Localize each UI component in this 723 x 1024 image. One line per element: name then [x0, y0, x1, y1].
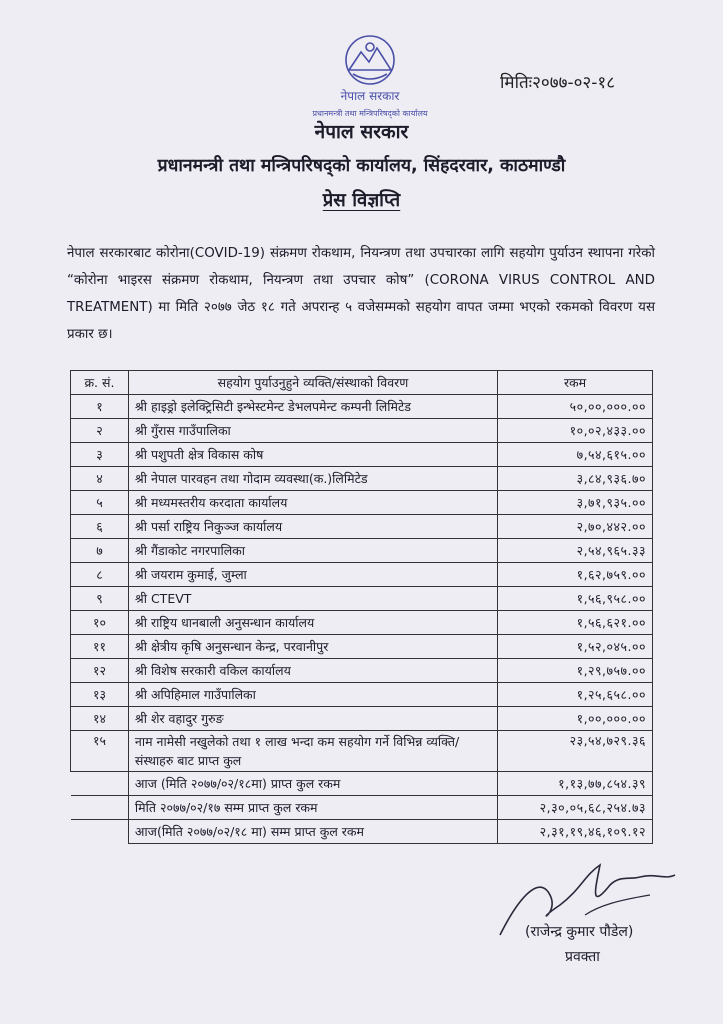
press-release-title	[0, 187, 723, 212]
table-row	[71, 587, 653, 611]
row-serial: ३	[71, 443, 129, 467]
row-description: श्री पशुपती क्षेत्र विकास कोष	[128, 443, 497, 467]
summary-row	[71, 820, 653, 844]
row-serial: १	[71, 395, 129, 419]
row-serial: १२	[71, 659, 129, 683]
row-serial: १५	[71, 731, 129, 772]
row-description: श्री पर्सा राष्ट्रिय निकुञ्ज कार्यालय	[128, 515, 497, 539]
table-row	[71, 539, 653, 563]
row-description: श्री शेर वहादुर गुरुङ	[128, 707, 497, 731]
row-amount: १०,०२,४३३.००	[498, 419, 653, 443]
row-serial: ५	[71, 491, 129, 515]
table-row	[71, 731, 653, 772]
table-row	[71, 443, 653, 467]
seal-text-top: नेपाल सरकार	[340, 89, 400, 103]
row-description: श्री गुँरास गाउँपालिका	[128, 419, 497, 443]
summary-row	[71, 796, 653, 820]
row-description: श्री अपिहिमाल गाउँपालिका	[128, 683, 497, 707]
table-row	[71, 635, 653, 659]
row-serial: ११	[71, 635, 129, 659]
seal-text-bottom: प्रधानमन्त्री तथा मन्त्रिपरिषद्को कार्यालय	[312, 109, 428, 118]
press-release-title-text: प्रेस विज्ञप्ति	[322, 190, 401, 211]
row-serial: ४	[71, 467, 129, 491]
row-amount: १,००,०००.००	[498, 707, 653, 731]
row-serial: ७	[71, 539, 129, 563]
row-amount: १,६२,७५९.००	[498, 563, 653, 587]
row-amount: १,५२,०४५.००	[498, 635, 653, 659]
row-amount: ५०,००,०००.००	[498, 395, 653, 419]
row-serial: ८	[71, 563, 129, 587]
summary-amount: २,३०,०५,६८,२५४.७३	[498, 796, 653, 820]
summary-row	[71, 772, 653, 796]
table-row	[71, 683, 653, 707]
table-row	[71, 707, 653, 731]
column-header-sn: क्र. सं.	[71, 371, 129, 395]
summary-label: मिति २०७७/०२/१७ सम्म प्राप्त कुल रकम	[128, 796, 497, 820]
row-serial: १०	[71, 611, 129, 635]
contribution-table	[70, 370, 653, 844]
table-row	[71, 419, 653, 443]
row-amount: १,२५,६५८.००	[498, 683, 653, 707]
row-serial: २	[71, 419, 129, 443]
row-description: श्री CTEVT	[128, 587, 497, 611]
row-description: नाम नामेसी नखुलेको तथा १ लाख भन्दा कम सहयोग गर्ने विभिन्न व्यक्ति/संस्थाहरु बाट प्राप्त कुल	[128, 731, 497, 772]
summary-blank	[71, 772, 129, 796]
row-serial: ६	[71, 515, 129, 539]
table-row	[71, 395, 653, 419]
intro-paragraph: नेपाल सरकारबाट कोरोना(COVID-19) संक्रमण रोकथाम, नियन्त्रण तथा उपचारका लागि सहयोग पुर्याउन स्थापना गरेको “कोरोना भाइरस संक्रमण रोकथाम, नियन्त्रण तथा उपचार कोष” (CORONA VIRUS CONTROL AND TREATMENT) मा मिति २०७७ जेठ १८ गते अपरान्ह ५ वजेसम्मको सहयोग वापत जम्मा भएको रकमको विवरण यस प्रकार छ।	[67, 246, 655, 342]
government-heading: नेपाल सरकार	[314, 121, 409, 143]
summary-amount: १,१३,७७,८५४.३९	[498, 772, 653, 796]
summary-label: आज(मिति २०७७/०२/१८ मा) सम्म प्राप्त कुल रकम	[128, 820, 497, 844]
signer-title: प्रवक्ता	[565, 949, 600, 965]
summary-label: आज (मिति २०७७/०२/१८मा) प्राप्त कुल रकम	[128, 772, 497, 796]
row-amount: ३,८४,९३६.७०	[498, 467, 653, 491]
row-amount: ७,५४,६१५.००	[498, 443, 653, 467]
row-description: श्री मध्यमस्तरीय करदाता कार्यालय	[128, 491, 497, 515]
row-amount: १,५६,९५८.००	[498, 587, 653, 611]
summary-blank	[71, 796, 129, 820]
document-date: मितिः२०७७-०२-१८	[500, 73, 616, 93]
table-row	[71, 563, 653, 587]
table-header-row	[71, 371, 653, 395]
table-row	[71, 467, 653, 491]
signer-name: (राजेन्द्र कुमार पौडेल)	[525, 924, 634, 940]
row-description: श्री गैंडाकोट नगरपालिका	[128, 539, 497, 563]
table-row	[71, 515, 653, 539]
table-row	[71, 491, 653, 515]
office-heading: प्रधानमन्त्री तथा मन्त्रिपरिषद्को कार्यालय, सिंहदरवार, काठमाण्डौ	[157, 156, 566, 176]
row-amount: १,२९,७५७.००	[498, 659, 653, 683]
row-description: श्री हाइड्रो इलेक्ट्रिसिटी इन्भेस्टमेन्ट डेभलपमेन्ट कम्पनी लिमिटेड	[128, 395, 497, 419]
row-serial: १४	[71, 707, 129, 731]
table-row	[71, 659, 653, 683]
column-header-description: सहयोग पुर्याउनुहुने व्यक्ति/संस्थाको विवरण	[128, 371, 497, 395]
row-amount: २,५४,९६५.३३	[498, 539, 653, 563]
row-amount: १,५६,६२१.००	[498, 611, 653, 635]
summary-blank	[71, 820, 129, 844]
column-header-amount: रकम	[498, 371, 653, 395]
row-amount: २,७०,४४२.००	[498, 515, 653, 539]
row-serial: ९	[71, 587, 129, 611]
row-description: श्री विशेष सरकारी वकिल कार्यालय	[128, 659, 497, 683]
row-description: श्री जयराम कुमाई, जुम्ला	[128, 563, 497, 587]
row-amount: २३,५४,७२९.३६	[498, 731, 653, 772]
summary-amount: २,३१,१९,४६,१०९.१२	[498, 820, 653, 844]
row-serial: १३	[71, 683, 129, 707]
row-description: श्री क्षेत्रीय कृषि अनुसन्धान केन्द्र, परवानीपुर	[128, 635, 497, 659]
table-row	[71, 611, 653, 635]
row-description: श्री राष्ट्रिय धानबाली अनुसन्धान कार्यालय	[128, 611, 497, 635]
row-description: श्री नेपाल पारवहन तथा गोदाम व्यवस्था(क.)लिमिटेड	[128, 467, 497, 491]
row-amount: ३,७१,९३५.००	[498, 491, 653, 515]
